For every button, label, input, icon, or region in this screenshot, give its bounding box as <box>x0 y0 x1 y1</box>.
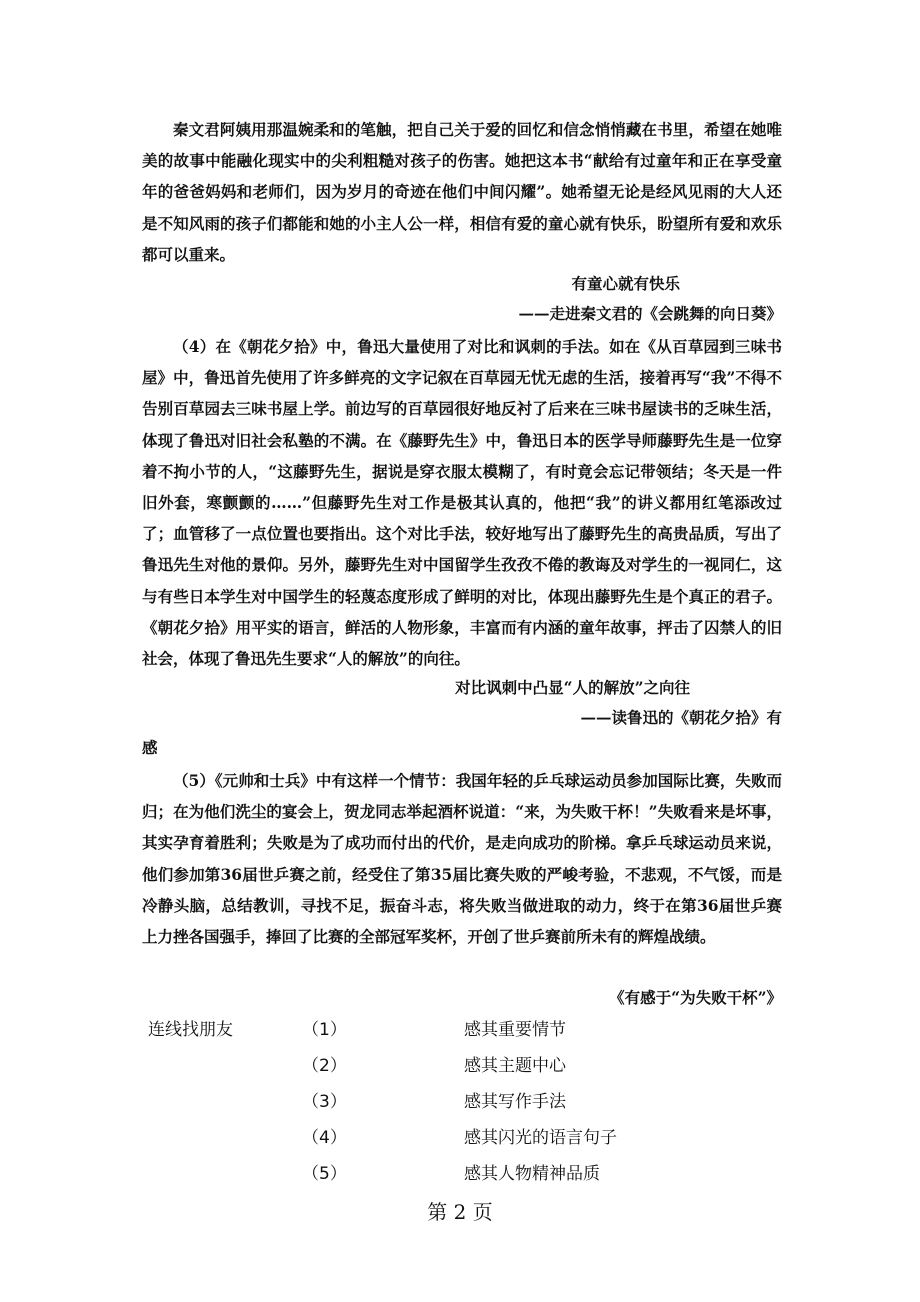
paragraph-3: 秦文君阿姨用那温婉柔和的笔触，把自己关于爱的回忆和信念悄悄藏在书里，希望在她唯美的故事中能融化现实中的尖利粗糙对孩子的伤害。她把这本书“献给有过童年和正在享受童年的爸爸妈妈和老师们，因为岁月的奇迹在他们中间闪耀”。她希望无论是经风见雨的大人还是不知风雨的孩子们都能和她的小主人公一样，相信有爱的童心就有快乐，盼望所有爱和欢乐都可以重来。 <box>142 120 782 264</box>
page-number: 第 2 页 <box>427 1200 493 1224</box>
essay-title-4: 对比讽刺中凸显“人的解放”之向往 <box>455 678 690 697</box>
essay-subtitle-4: ——读鲁迅的《朝花夕拾》有 <box>580 708 782 727</box>
matching-right-item[interactable]: 感其重要情节 <box>464 1020 566 1040</box>
essay-subtitle-3: ——走进秦文君的《会跳舞的向日葵》 <box>518 304 782 323</box>
essay-title-5: 《有感于“为失败干杯”》 <box>609 988 782 1007</box>
matching-left-item[interactable]: （3） <box>302 1092 347 1112</box>
matching-right-item[interactable]: 感其主题中心 <box>464 1056 566 1076</box>
matching-right-item[interactable]: 感其人物精神品质 <box>464 1164 600 1184</box>
matching-left-item[interactable]: （4） <box>302 1128 347 1148</box>
paragraph-5: （5）《元帅和士兵》中有这样一个情节：我国年轻的乒乓球运动员参加国际比赛，失败而归；在为他们洗尘的宴会上，贺龙同志举起酒杯说道：“来，为失败干杯！”失败看来是坏事，其实孕育着胜利；失败是为了成功而付出的代价，是走向成功的阶梯。拿乒乓球运动员来说，他们参加第36届世乒赛之前，经受住了第35届比赛失败的严峻考验，不悲观，不气馁，而是冷静头脑，总结教训，寻找不足，振奋斗志，将失败当做进取的动力，终于在第36届世乒赛上力挫各国强手，捧回了比赛的全部冠军奖杯，开创了世乒赛前所未有的辉煌战绩。 <box>142 771 782 947</box>
matching-right-item[interactable]: 感其闪光的语言句子 <box>464 1128 617 1148</box>
matching-left-item[interactable]: （1） <box>302 1020 347 1040</box>
paragraph-4: （4）在《朝花夕拾》中，鲁迅大量使用了对比和讽刺的手法。如在《从百草园到三味书屋》中，鲁迅首先使用了许多鲜亮的文字记叙在百草园无忧无虑的生活，接着再写“我”不得不告别百草园去三味书屋上学。前边写的百草园很好地反衬了后来在三味书屋读书的乏味生活，体现了鲁迅对旧社会私塾的不满。在《藤野先生》中，鲁迅日本的医学导师藤野先生是一位穿着不拘小节的人，“这藤野先生，据说是穿衣服太模糊了，有时竟会忘记带领结；冬天是一件旧外套，寒颤颤的……”但藤野先生对工作是极其认真的，他把“我”的讲义都用红笔添改过了；血管移了一点位置也要指出。这个对比手法，较好地写出了藤野先生的高贵品质，写出了鲁迅先生对他的景仰。另外，藤野先生对中国留学生孜孜不倦的教诲及对学生的一视同仁，这与有些日本学生对中国学生的轻蔑态度形成了鲜明的对比，体现出藤野先生是个真正的君子。《朝花夕拾》用平实的语言，鲜活的人物形象，丰富而有内涵的童年故事，抨击了囚禁人的旧社会，体现了鲁迅先生要求“人的解放”的向往。 <box>142 337 782 669</box>
essay-title-3: 有童心就有快乐 <box>571 274 680 293</box>
matching-left-item[interactable]: （2） <box>302 1056 347 1076</box>
matching-heading: 连线找朋友 <box>148 1020 233 1040</box>
matching-right-item[interactable]: 感其写作手法 <box>464 1092 566 1112</box>
matching-left-item[interactable]: （5） <box>302 1164 347 1184</box>
essay-subtitle-4-continued: 感 <box>142 738 158 757</box>
